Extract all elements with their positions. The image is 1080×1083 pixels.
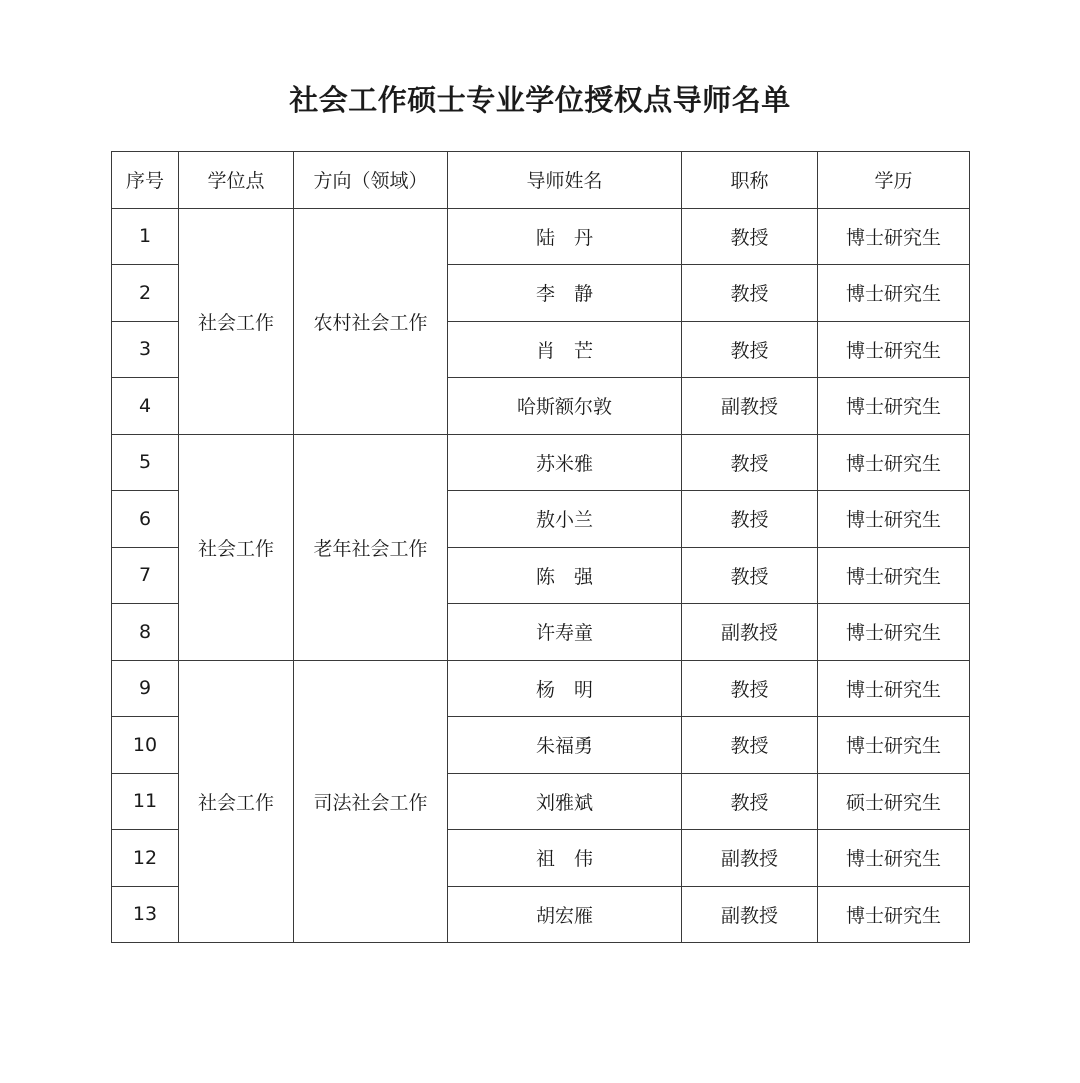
advisor-name: 敖小兰 xyxy=(448,491,682,548)
header-direction: 方向（领域） xyxy=(294,152,448,209)
advisor-name: 祖 伟 xyxy=(448,830,682,887)
row-no: 3 xyxy=(112,321,179,378)
header-no: 序号 xyxy=(112,152,179,209)
document-title: 社会工作硕士专业学位授权点导师名单 xyxy=(289,83,791,117)
advisor-name: 朱福勇 xyxy=(448,717,682,774)
row-no: 8 xyxy=(112,604,179,661)
degree-point-cell: 社会工作 xyxy=(179,208,294,434)
advisor-title: 教授 xyxy=(682,547,818,604)
advisor-education: 博士研究生 xyxy=(818,830,970,887)
advisor-title: 教授 xyxy=(682,265,818,322)
advisor-education: 博士研究生 xyxy=(818,491,970,548)
direction-cell: 老年社会工作 xyxy=(294,434,448,660)
row-no: 12 xyxy=(112,830,179,887)
advisor-name: 哈斯额尔敦 xyxy=(448,378,682,435)
advisor-title: 教授 xyxy=(682,773,818,830)
advisor-name: 胡宏雁 xyxy=(448,886,682,943)
advisor-title: 教授 xyxy=(682,321,818,378)
advisor-education: 博士研究生 xyxy=(818,208,970,265)
advisor-name: 陆 丹 xyxy=(448,208,682,265)
advisor-title: 教授 xyxy=(682,717,818,774)
advisor-education: 博士研究生 xyxy=(818,434,970,491)
advisor-education: 博士研究生 xyxy=(818,378,970,435)
advisor-title: 副教授 xyxy=(682,830,818,887)
header-advisor-name: 导师姓名 xyxy=(448,152,682,209)
advisor-title: 教授 xyxy=(682,434,818,491)
row-no: 7 xyxy=(112,547,179,604)
row-no: 5 xyxy=(112,434,179,491)
row-no: 6 xyxy=(112,491,179,548)
advisor-title: 副教授 xyxy=(682,378,818,435)
table-row xyxy=(112,434,970,491)
header-title: 职称 xyxy=(682,152,818,209)
advisor-name: 肖 芒 xyxy=(448,321,682,378)
advisor-education: 博士研究生 xyxy=(818,717,970,774)
direction-cell: 农村社会工作 xyxy=(294,208,448,434)
row-no: 11 xyxy=(112,773,179,830)
row-no: 1 xyxy=(112,208,179,265)
table-header-row xyxy=(112,152,970,209)
advisor-education: 博士研究生 xyxy=(818,547,970,604)
advisor-name: 刘雅斌 xyxy=(448,773,682,830)
header-education: 学历 xyxy=(818,152,970,209)
direction-cell: 司法社会工作 xyxy=(294,660,448,943)
advisor-title: 教授 xyxy=(682,491,818,548)
advisor-education: 博士研究生 xyxy=(818,265,970,322)
row-no: 13 xyxy=(112,886,179,943)
advisor-education: 博士研究生 xyxy=(818,660,970,717)
advisor-title: 教授 xyxy=(682,660,818,717)
advisor-name: 许寿童 xyxy=(448,604,682,661)
degree-point-cell: 社会工作 xyxy=(179,434,294,660)
row-no: 9 xyxy=(112,660,179,717)
advisor-name: 陈 强 xyxy=(448,547,682,604)
advisor-name: 李 静 xyxy=(448,265,682,322)
row-no: 2 xyxy=(112,265,179,322)
advisor-table xyxy=(111,151,970,943)
advisor-title: 副教授 xyxy=(682,886,818,943)
advisor-name: 苏米雅 xyxy=(448,434,682,491)
advisor-education: 博士研究生 xyxy=(818,886,970,943)
advisor-education: 博士研究生 xyxy=(818,321,970,378)
degree-point-cell: 社会工作 xyxy=(179,660,294,943)
table-row xyxy=(112,660,970,717)
header-degree-point: 学位点 xyxy=(179,152,294,209)
advisor-education: 博士研究生 xyxy=(818,604,970,661)
advisor-title: 副教授 xyxy=(682,604,818,661)
table-row xyxy=(112,208,970,265)
advisor-title: 教授 xyxy=(682,208,818,265)
row-no: 10 xyxy=(112,717,179,774)
advisor-education: 硕士研究生 xyxy=(818,773,970,830)
advisor-name: 杨 明 xyxy=(448,660,682,717)
row-no: 4 xyxy=(112,378,179,435)
